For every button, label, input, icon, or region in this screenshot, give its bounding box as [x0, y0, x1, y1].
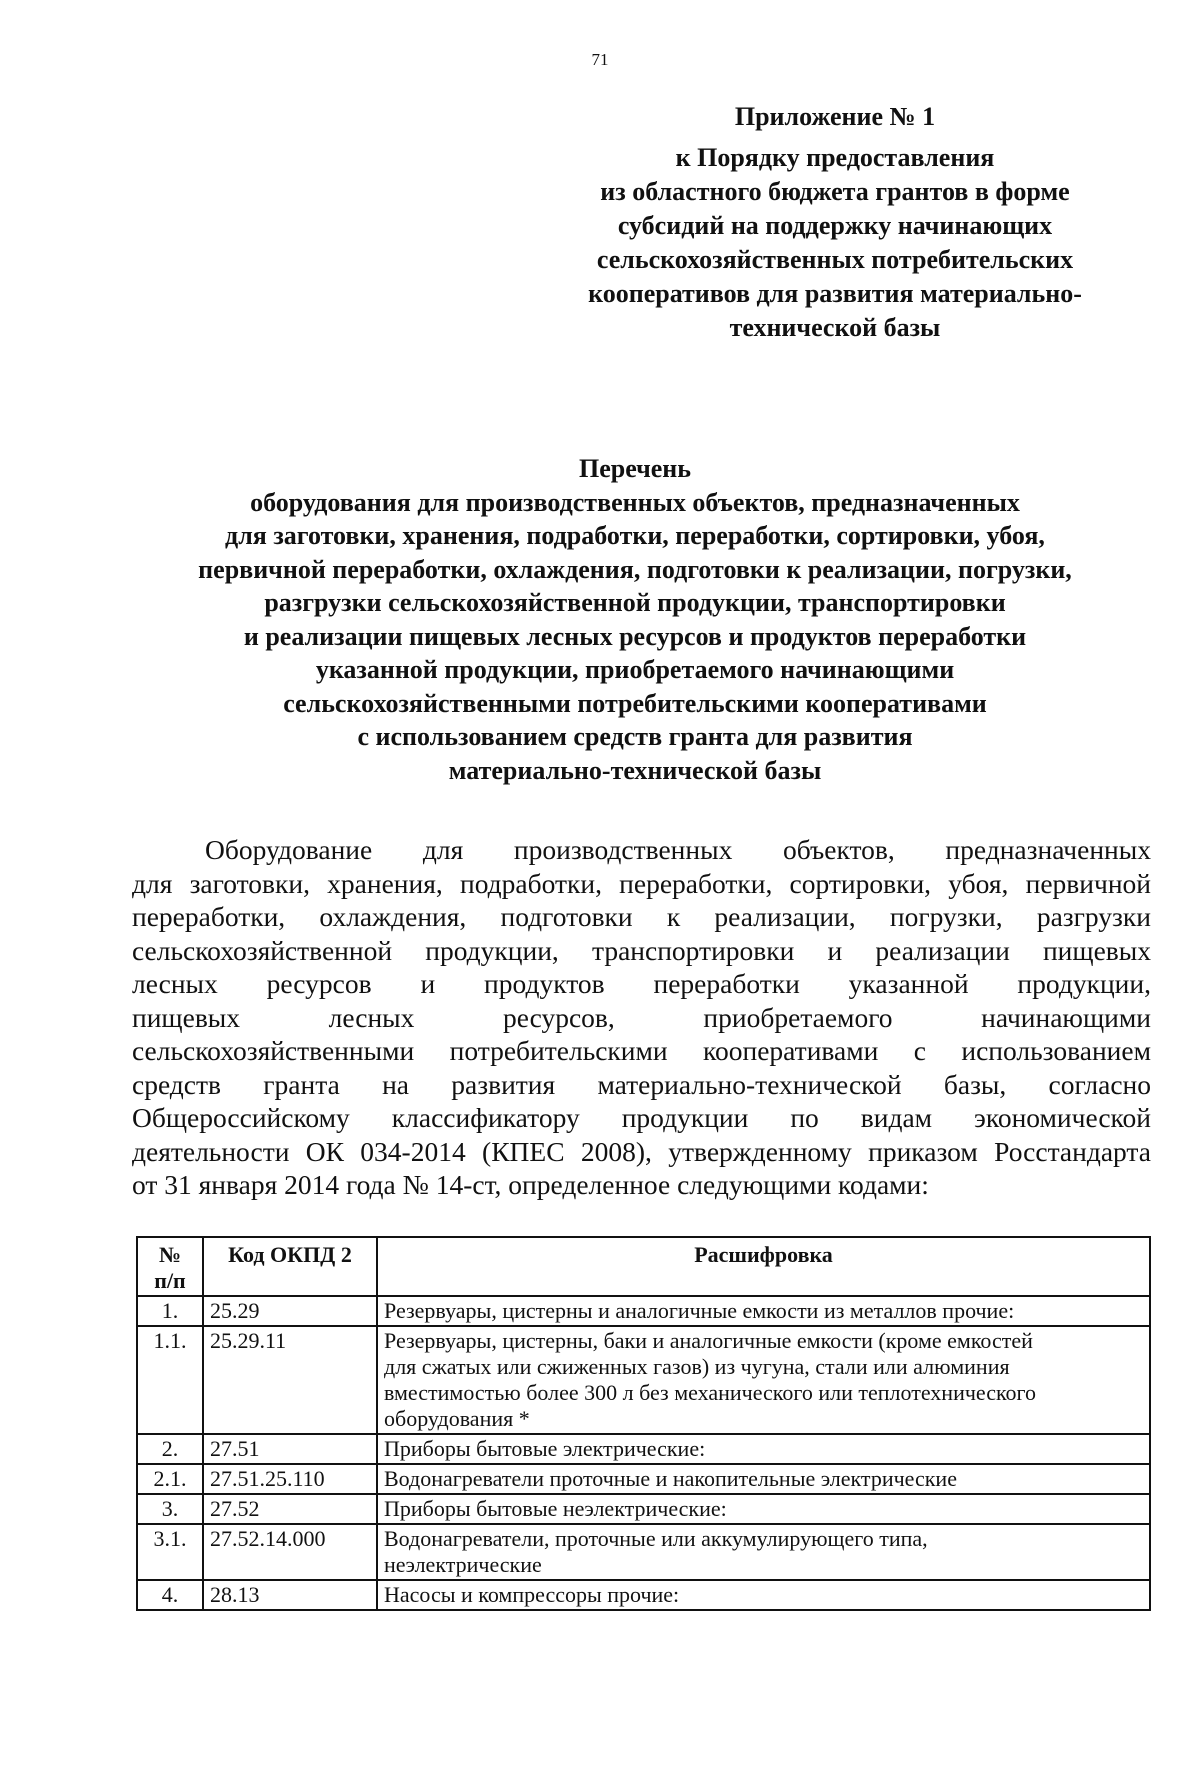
list-title-line: с использованием средств гранта для развития	[357, 722, 913, 751]
page-number: 71	[591, 50, 609, 69]
appendix-header	[545, 100, 1125, 345]
row-code: 27.51	[203, 1434, 377, 1464]
row-desc	[377, 1296, 1150, 1326]
appendix-line: из областного бюджета грантов в форме	[600, 177, 1070, 206]
row-num: 3.	[137, 1494, 203, 1524]
row-desc	[377, 1494, 1150, 1524]
row-code: 27.52.14.000	[203, 1524, 377, 1580]
body-line: от 31 января 2014 года № 14-ст, определенное следующими кодами:	[132, 1169, 929, 1200]
table-row	[137, 1296, 1150, 1326]
column-header-num	[137, 1237, 203, 1296]
row-desc-line: Резервуары, цистерны, баки и аналогичные емкости (кроме емкостей	[384, 1328, 1033, 1353]
body-line: деятельности ОК 034-2014 (КПЕС 2008), утвержденному приказом Росстандарта	[132, 1135, 1151, 1167]
row-code: 28.13	[203, 1580, 377, 1610]
appendix-line: сельскохозяйственных потребительских	[596, 245, 1074, 274]
table-row	[137, 1434, 1150, 1464]
row-code: 25.29.11	[203, 1326, 377, 1434]
list-title-line: первичной переработки, охлаждения, подготовки к реализации, погрузки,	[198, 554, 1072, 584]
appendix-line: кооперативов для развития материально-	[588, 279, 1082, 308]
body-line: для заготовки, хранения, подработки, переработки, сортировки, убоя, первичной	[132, 867, 1151, 899]
row-desc-line: Водонагреватели, проточные или аккумулирующего типа,	[384, 1526, 928, 1551]
list-title-line: сельскохозяйственными потребительскими кооперативами	[283, 688, 987, 718]
list-title-line: оборудования для производственных объектов, предназначенных	[250, 487, 1020, 517]
body-line: сельскохозяйственной продукции, транспортировки и реализации пищевых	[132, 934, 1151, 966]
row-code: 27.51.25.110	[203, 1464, 377, 1494]
list-title-line: разгрузки сельскохозяйственной продукции, транспортировки	[264, 588, 1006, 617]
row-desc	[377, 1434, 1150, 1464]
body-line: средств гранта на развития материально-технической базы, согласно	[132, 1068, 1151, 1100]
list-title-line: и реализации пищевых лесных ресурсов и продуктов переработки	[243, 621, 1027, 651]
appendix-heading: Приложение № 1	[734, 102, 936, 131]
list-title-line: для заготовки, хранения, подработки, переработки, сортировки, убоя,	[225, 521, 1045, 550]
row-desc-line: вместимостью более 300 л без механического или теплотехнического	[384, 1380, 1037, 1405]
body-line: Оборудование для производственных объектов, предназначенных	[205, 834, 1151, 865]
row-num: 2.	[137, 1434, 203, 1464]
row-num: 3.1.	[137, 1524, 203, 1580]
row-desc-line: Приборы бытовые неэлектрические:	[384, 1496, 727, 1521]
row-code: 27.52	[203, 1494, 377, 1524]
appendix-line: субсидий на поддержку начинающих	[617, 211, 1053, 240]
row-desc-line: Насосы и компрессоры прочие:	[384, 1582, 680, 1607]
row-desc-line: Приборы бытовые электрические:	[384, 1436, 706, 1461]
table-row	[137, 1580, 1150, 1610]
row-desc-line: для сжатых или сжиженных газов) из чугуна, стали или алюминия	[384, 1354, 1010, 1379]
table-row	[137, 1464, 1150, 1494]
row-desc-line: Водонагреватели проточные и накопительные электрические	[384, 1466, 957, 1491]
table-row	[137, 1524, 1150, 1580]
column-header-num-line1: №	[158, 1242, 182, 1267]
column-header-code: Код ОКПД 2	[203, 1237, 377, 1296]
table-row	[137, 1326, 1150, 1434]
row-desc-line: Резервуары, цистерны и аналогичные емкости из металлов прочие:	[384, 1298, 1015, 1323]
row-desc	[377, 1524, 1150, 1580]
row-num: 2.1.	[137, 1464, 203, 1494]
appendix-line: к Порядку предоставления	[675, 143, 995, 172]
row-num: 4.	[137, 1580, 203, 1610]
list-title	[100, 452, 1170, 787]
row-desc	[377, 1580, 1150, 1610]
row-num: 1.	[137, 1296, 203, 1326]
row-code: 25.29	[203, 1296, 377, 1326]
row-desc-line: неэлектрические	[384, 1552, 542, 1577]
table-header-row	[137, 1237, 1150, 1296]
body-line: пищевых лесных ресурсов, приобретаемого начинающими	[132, 1001, 1151, 1033]
list-title-heading: Перечень	[578, 454, 692, 483]
okpd-codes-table	[136, 1236, 1151, 1611]
list-title-line: указанной продукции, приобретаемого начинающими	[315, 655, 955, 684]
row-num: 1.1.	[137, 1326, 203, 1434]
list-title-line: материально-технической базы	[448, 755, 822, 785]
row-desc	[377, 1464, 1150, 1494]
body-line: Общероссийскому классификатору продукции по видам экономической	[132, 1102, 1151, 1133]
body-paragraph	[132, 833, 1151, 1202]
row-desc-line: оборудования *	[384, 1406, 530, 1431]
column-header-desc: Расшифровка	[377, 1237, 1150, 1296]
table-row	[137, 1494, 1150, 1524]
body-line: переработки, охлаждения, подготовки к реализации, погрузки, разгрузки	[132, 901, 1151, 932]
body-line: сельскохозяйственными потребительскими кооперативами с использованием	[132, 1035, 1151, 1066]
row-desc	[377, 1326, 1150, 1434]
column-header-num-line2: п/п	[154, 1268, 186, 1293]
body-line: лесных ресурсов и продуктов переработки указанной продукции,	[132, 968, 1151, 999]
appendix-line: технической базы	[729, 313, 941, 342]
